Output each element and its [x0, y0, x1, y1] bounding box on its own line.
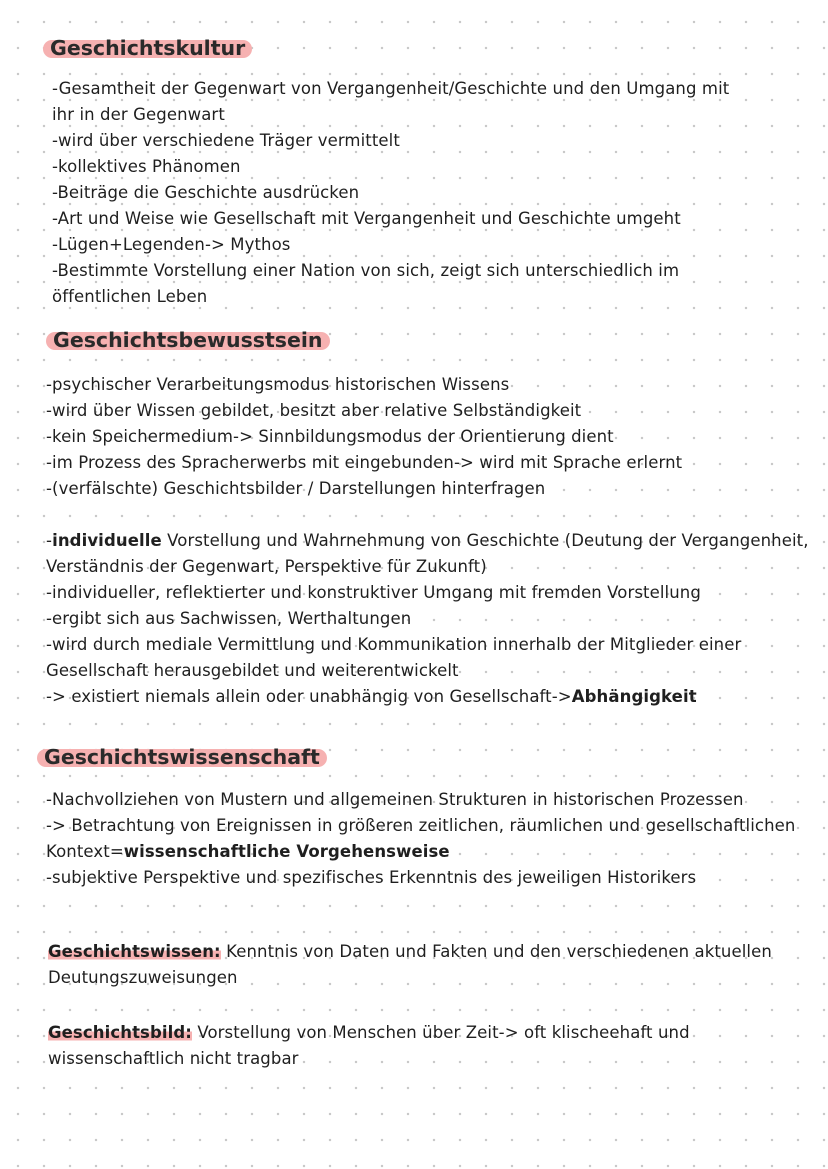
- text-line: öffentlichen Leben: [52, 287, 208, 306]
- text-line: -Gesamtheit der Gegenwart von Vergangenheit/Geschichte und den Umgang mit: [52, 79, 730, 98]
- text-line: [46, 842, 450, 862]
- text-line: -kollektives Phänomen: [52, 157, 241, 176]
- heading-geschichtswissenschaft: Geschichtswissenschaft: [37, 743, 327, 771]
- text-line: -wird durch mediale Vermittlung und Kommunikation innerhalb der Mitglieder einer: [46, 635, 742, 654]
- text-line: -wird über Wissen gebildet, besitzt aber relative Selbständigkeit: [46, 401, 582, 420]
- term-geschichtsbild: Geschichtsbild:: [48, 1023, 193, 1042]
- text-line: -Art und Weise wie Gesellschaft mit Vergangenheit und Geschichte umgeht: [52, 209, 681, 228]
- definition-geschichtsbild: [48, 1023, 690, 1043]
- heading-geschichtskultur: Geschichtskultur: [43, 34, 252, 62]
- text-line: -Bestimmte Vorstellung einer Nation von sich, zeigt sich unterschiedlich im: [52, 261, 680, 280]
- text-segment: Vorstellung und Wahrnehmung von Geschichte (Deutung der Vergangenheit,: [161, 531, 809, 550]
- bold-term-vorgehensweise: wissenschaftliche Vorgehensweise: [123, 842, 450, 861]
- text-line: -(verfälschte) Geschichtsbilder / Darstellungen hinterfragen: [46, 479, 546, 498]
- text-line: -psychischer Verarbeitungsmodus historischen Wissens: [46, 375, 510, 394]
- text-line: -subjektive Perspektive und spezifisches Erkenntnis des jeweiligen Historikers: [46, 868, 697, 887]
- text-segment: Kontext=: [46, 842, 124, 861]
- text-line: Gesellschaft herausgebildet und weiterentwickelt: [46, 661, 459, 680]
- text-line: [46, 687, 697, 707]
- term-geschichtswissen: Geschichtswissen:: [48, 942, 221, 961]
- text-line: -Lügen+Legenden-> Mythos: [52, 235, 291, 254]
- bold-term-abhaengigkeit: Abhängigkeit: [571, 687, 697, 706]
- text-line: ihr in der Gegenwart: [52, 105, 225, 124]
- text-line: -individuelle Vorstellung und Wahrnehmung von Geschichte (Deutung der Vergangenheit,: [46, 531, 809, 550]
- definition-geschichtswissen: [48, 942, 772, 962]
- text-line: -kein Speichermedium-> Sinnbildungsmodus der Orientierung dient: [46, 427, 614, 446]
- text-line: -Beiträge die Geschichte ausdrücken: [52, 183, 360, 202]
- bold-term-individuelle: individuelle: [52, 531, 162, 550]
- text-line: wissenschaftlich nicht tragbar: [48, 1049, 299, 1068]
- text-segment: -> existiert niemals allein oder unabhängig von Gesellschaft->: [46, 687, 572, 706]
- text-line: -im Prozess des Spracherwerbs mit eingebunden-> wird mit Sprache erlernt: [46, 453, 683, 472]
- text-line: -wird über verschiedene Träger vermittelt: [52, 131, 400, 150]
- text-line: Verständnis der Gegenwart, Perspektive für Zukunft): [46, 557, 487, 576]
- text-segment: Vorstellung von Menschen über Zeit-> oft klischeehaft und: [192, 1023, 690, 1042]
- text-segment: Kenntnis von Daten und Fakten und den verschiedenen aktuellen: [220, 942, 772, 961]
- text-line: -Nachvollziehen von Mustern und allgemeinen Strukturen in historischen Prozessen: [46, 790, 744, 809]
- heading-geschichtsbewusstsein: Geschichtsbewusstsein: [46, 326, 330, 354]
- text-line: -individueller, reflektierter und konstruktiver Umgang mit fremden Vorstellung: [46, 583, 701, 602]
- text-line: -ergibt sich aus Sachwissen, Werthaltungen: [46, 609, 412, 628]
- text-line: Deutungszuweisungen: [48, 968, 238, 987]
- text-line: -> Betrachtung von Ereignissen in größeren zeitlichen, räumlichen und gesellschaftlichen: [46, 816, 796, 835]
